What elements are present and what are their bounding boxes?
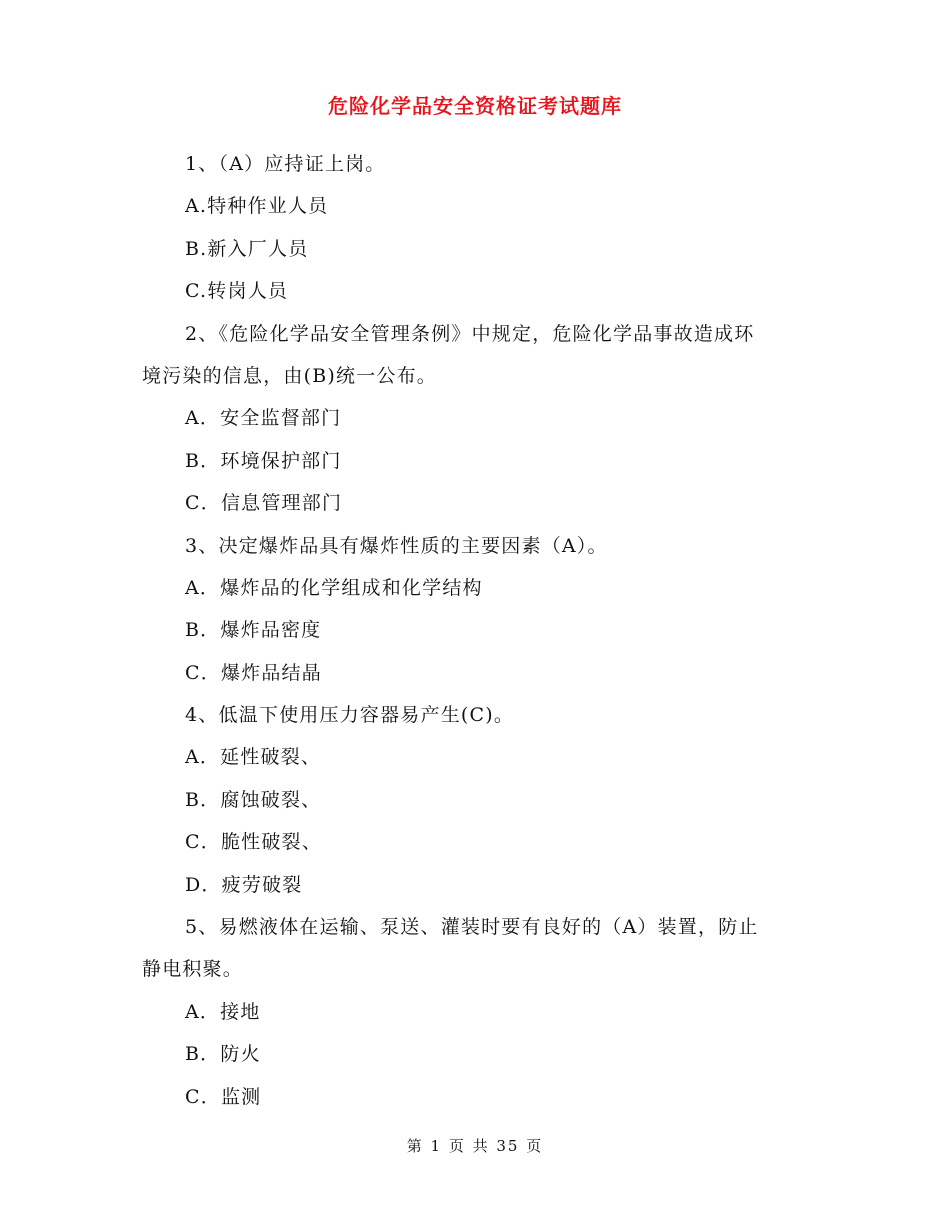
- answer-option: A.特种作业人员: [185, 195, 329, 218]
- answer-option: A．爆炸品的化学组成和化学结构: [185, 576, 483, 599]
- answer-option: A．延性破裂、: [185, 746, 322, 769]
- question-stem-continuation: 境污染的信息，由(B)统一公布。: [142, 364, 437, 387]
- answer-option: B．环境保护部门: [185, 449, 342, 472]
- answer-option: C．信息管理部门: [185, 492, 343, 515]
- question-stem-continuation: 静电积聚。: [142, 958, 244, 981]
- answer-option: C．脆性破裂、: [185, 831, 322, 854]
- question-stem: 2、《危险化学品安全管理条例》中规定，危险化学品事故造成环: [185, 322, 755, 345]
- answer-option: A．接地: [185, 1000, 261, 1023]
- answer-option: D．疲劳破裂: [185, 873, 303, 896]
- answer-option: C．监测: [185, 1085, 262, 1108]
- page-number: 第 1 页 共 35 页: [406, 1137, 544, 1155]
- question-stem: 5、易燃液体在运输、泵送、灌装时要有良好的（A）装置，防止: [185, 916, 759, 939]
- answer-option: C.转岗人员: [185, 280, 289, 303]
- answer-option: B．腐蚀破裂、: [185, 788, 322, 811]
- question-stem: 4、低温下使用压力容器易产生(C)。: [185, 704, 515, 727]
- answer-option: C．爆炸品结晶: [185, 661, 322, 684]
- question-stem: 1、（A）应持证上岗。: [185, 153, 386, 175]
- answer-option: B．爆炸品密度: [185, 619, 322, 642]
- answer-option: A．安全监督部门: [185, 407, 342, 430]
- question-list: [142, 143, 812, 1118]
- answer-option: B.新入厂人员: [185, 237, 309, 260]
- answer-option: B．防火: [185, 1043, 261, 1066]
- document-title: 危险化学品安全资格证考试题库: [328, 94, 622, 118]
- question-stem: 3、决定爆炸品具有爆炸性质的主要因素（A）。: [185, 534, 608, 557]
